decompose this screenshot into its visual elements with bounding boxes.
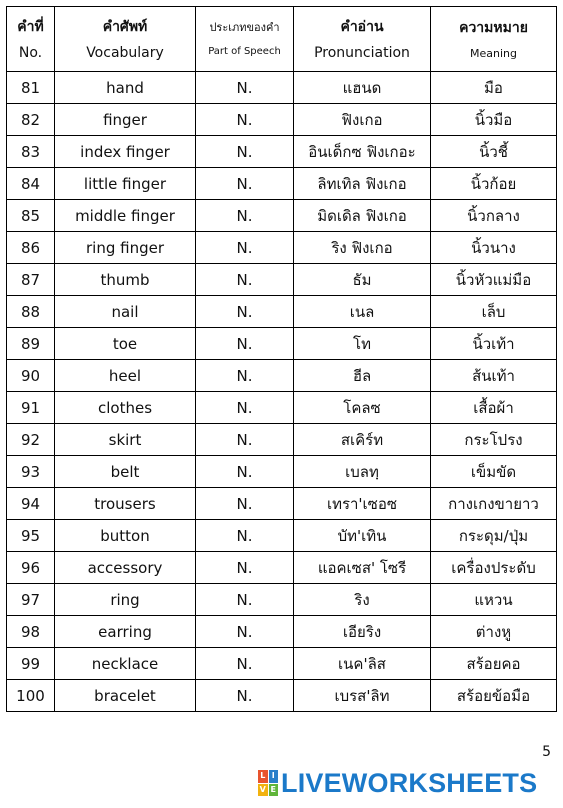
vocabulary-word: thumb [55, 264, 196, 296]
part-of-speech: N. [196, 72, 294, 104]
part-of-speech: N. [196, 520, 294, 552]
header-pronunciation-thai: คำอ่าน [340, 19, 384, 35]
header-pronunciation [294, 7, 431, 72]
table-row [7, 520, 557, 552]
table-row [7, 136, 557, 168]
pronunciation: ลิทเทิล ฟิงเกอ [294, 168, 431, 200]
row-number: 90 [7, 360, 55, 392]
row-number: 96 [7, 552, 55, 584]
vocabulary-word: hand [55, 72, 196, 104]
pronunciation: ริง [294, 584, 431, 616]
header-no-english: No. [18, 45, 43, 61]
table-row [7, 328, 557, 360]
row-number: 85 [7, 200, 55, 232]
meaning: นิ้วนาง [431, 232, 557, 264]
meaning: เสื้อผ้า [431, 392, 557, 424]
part-of-speech: N. [196, 200, 294, 232]
header-vocabulary-thai: คำศัพท์ [102, 19, 148, 35]
pronunciation: เทรา'เซอซ [294, 488, 431, 520]
meaning: มือ [431, 72, 557, 104]
table-row [7, 456, 557, 488]
meaning: กระโปรง [431, 424, 557, 456]
vocabulary-word: finger [55, 104, 196, 136]
part-of-speech: N. [196, 264, 294, 296]
vocabulary-word: bracelet [55, 680, 196, 712]
vocabulary-word: clothes [55, 392, 196, 424]
header-no [7, 7, 55, 72]
table-row [7, 616, 557, 648]
meaning: เครื่องประดับ [431, 552, 557, 584]
row-number: 82 [7, 104, 55, 136]
part-of-speech: N. [196, 584, 294, 616]
table-row [7, 296, 557, 328]
header-vocabulary [55, 7, 196, 72]
table-row [7, 360, 557, 392]
part-of-speech: N. [196, 488, 294, 520]
header-meaning-english: Meaning [470, 47, 517, 60]
meaning: ส้นเท้า [431, 360, 557, 392]
row-number: 87 [7, 264, 55, 296]
vocabulary-word: toe [55, 328, 196, 360]
table-row [7, 680, 557, 712]
pronunciation: แอคเซส' โซรี [294, 552, 431, 584]
row-number: 93 [7, 456, 55, 488]
row-number: 83 [7, 136, 55, 168]
meaning: กางเกงขายาว [431, 488, 557, 520]
part-of-speech: N. [196, 648, 294, 680]
header-part-of-speech-english: Part of Speech [208, 46, 281, 57]
vocabulary-word: button [55, 520, 196, 552]
header-pronunciation-english: Pronunciation [314, 45, 410, 61]
meaning: สร้อยคอ [431, 648, 557, 680]
row-number: 95 [7, 520, 55, 552]
header-meaning-thai: ความหมาย [459, 20, 528, 36]
pronunciation: เบลทฺ [294, 456, 431, 488]
pronunciation: โท [294, 328, 431, 360]
row-number: 94 [7, 488, 55, 520]
vocabulary-word: middle finger [55, 200, 196, 232]
table-row [7, 584, 557, 616]
part-of-speech: N. [196, 360, 294, 392]
meaning: นิ้วหัวแม่มือ [431, 264, 557, 296]
part-of-speech: N. [196, 552, 294, 584]
pronunciation: อินเด็กซ ฟิงเกอะ [294, 136, 431, 168]
table-row [7, 488, 557, 520]
row-number: 89 [7, 328, 55, 360]
pronunciation: ธัม [294, 264, 431, 296]
vocabulary-word: nail [55, 296, 196, 328]
part-of-speech: N. [196, 328, 294, 360]
header-no-thai: คำที่ [17, 19, 44, 35]
part-of-speech: N. [196, 616, 294, 648]
pronunciation: สเคิร์ท [294, 424, 431, 456]
table-row [7, 104, 557, 136]
meaning: นิ้วมือ [431, 104, 557, 136]
header-vocabulary-english: Vocabulary [86, 45, 164, 61]
pronunciation: แฮนด [294, 72, 431, 104]
table-row [7, 200, 557, 232]
row-number: 98 [7, 616, 55, 648]
vocabulary-table [6, 6, 557, 712]
meaning: ต่างหู [431, 616, 557, 648]
vocabulary-word: index finger [55, 136, 196, 168]
table-row [7, 72, 557, 104]
vocabulary-word: belt [55, 456, 196, 488]
pronunciation: เนค'ลิส [294, 648, 431, 680]
part-of-speech: N. [196, 392, 294, 424]
pronunciation: โคลซ [294, 392, 431, 424]
pronunciation: ฮีล [294, 360, 431, 392]
pronunciation: มิดเดิล ฟิงเกอ [294, 200, 431, 232]
vocabulary-word: skirt [55, 424, 196, 456]
vocabulary-word: heel [55, 360, 196, 392]
pronunciation: เบรส'ลิท [294, 680, 431, 712]
table-row [7, 168, 557, 200]
row-number: 86 [7, 232, 55, 264]
row-number: 91 [7, 392, 55, 424]
table-row [7, 648, 557, 680]
page-number: 5 [542, 744, 551, 760]
row-number: 81 [7, 72, 55, 104]
table-header-row [7, 7, 557, 72]
table-row [7, 264, 557, 296]
pronunciation: ริง ฟิงเกอ [294, 232, 431, 264]
part-of-speech: N. [196, 136, 294, 168]
table-row [7, 232, 557, 264]
pronunciation: ฟิงเกอ [294, 104, 431, 136]
meaning: นิ้วเท้า [431, 328, 557, 360]
liveworksheets-logo [258, 768, 537, 798]
pronunciation: เนล [294, 296, 431, 328]
part-of-speech: N. [196, 424, 294, 456]
part-of-speech: N. [196, 168, 294, 200]
pronunciation: เอียริง [294, 616, 431, 648]
pronunciation: บัท'เทิน [294, 520, 431, 552]
meaning: นิ้วกลาง [431, 200, 557, 232]
table-row [7, 552, 557, 584]
meaning: เล็บ [431, 296, 557, 328]
meaning: เข็มขัด [431, 456, 557, 488]
meaning: แหวน [431, 584, 557, 616]
logo-text: LIVEWORKSHEETS [281, 767, 538, 798]
vocabulary-word: ring [55, 584, 196, 616]
row-number: 84 [7, 168, 55, 200]
vocabulary-word: necklace [55, 648, 196, 680]
table-row [7, 392, 557, 424]
row-number: 99 [7, 648, 55, 680]
meaning: นิ้วชี้ [431, 136, 557, 168]
part-of-speech: N. [196, 680, 294, 712]
table-body [7, 72, 557, 712]
part-of-speech: N. [196, 104, 294, 136]
part-of-speech: N. [196, 296, 294, 328]
row-number: 100 [7, 680, 55, 712]
meaning: สร้อยข้อมือ [431, 680, 557, 712]
meaning: กระดุม/ปุ่ม [431, 520, 557, 552]
row-number: 88 [7, 296, 55, 328]
part-of-speech: N. [196, 232, 294, 264]
table-row [7, 424, 557, 456]
vocabulary-word: trousers [55, 488, 196, 520]
part-of-speech: N. [196, 456, 294, 488]
logo-badge-icon: L I V E [258, 770, 278, 796]
vocabulary-word: ring finger [55, 232, 196, 264]
meaning: นิ้วก้อย [431, 168, 557, 200]
vocabulary-word: little finger [55, 168, 196, 200]
vocabulary-word: accessory [55, 552, 196, 584]
vocabulary-word: earring [55, 616, 196, 648]
row-number: 97 [7, 584, 55, 616]
row-number: 92 [7, 424, 55, 456]
header-meaning [431, 7, 557, 72]
header-part-of-speech-thai: ประเภทของคำ [209, 21, 280, 34]
header-part-of-speech [196, 7, 294, 72]
